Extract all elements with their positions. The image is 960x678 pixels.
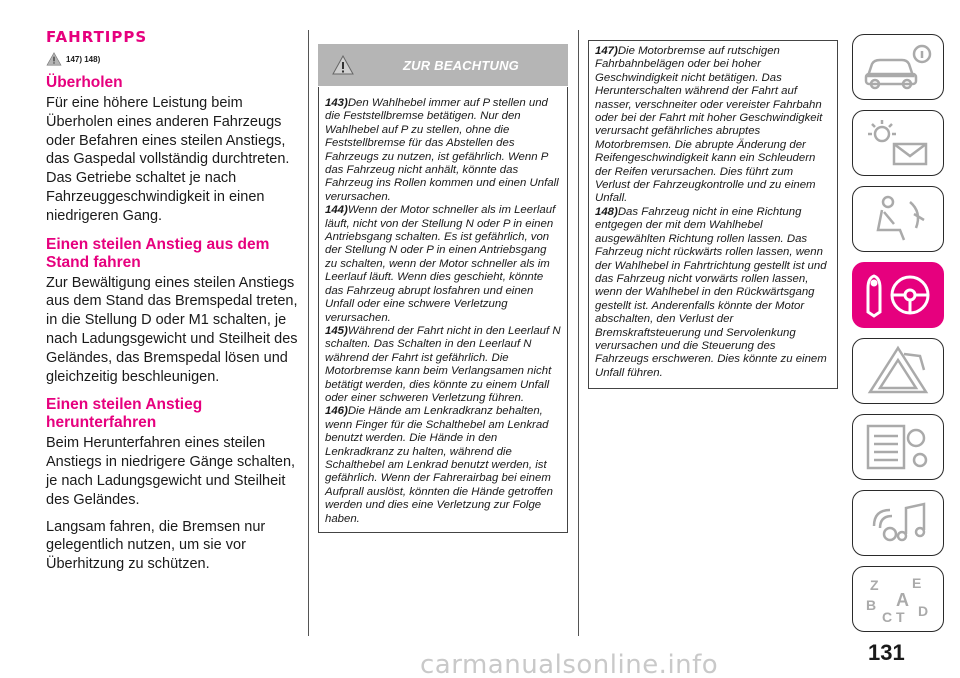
index-letter: B (866, 597, 877, 613)
watermark: carmanualsonline.info (420, 650, 719, 678)
key-steering-wheel-icon (860, 268, 936, 322)
warning-ref-numbers: 147) 148) (66, 54, 101, 64)
tab-emergency[interactable] (852, 338, 944, 404)
warning-column-continued (588, 40, 838, 389)
heading-overtaking: Überholen (46, 74, 123, 91)
warning-note: 144)Wenn der Motor schneller als im Leerlauf läuft, nicht von der Stellung N oder P in einen Antriebsgang schalten. Es ist gefährlich, von der Stellung N oder P in einen Antriebsgang zu schalten, wenn der Motor schneller als im Leerlauf läuft. Wenn dies geschieht, könnte das Fahrzeug abrupt losfahren und einen Unfall oder eine schwere Verletzung verursachen. (325, 204, 556, 324)
warning-note: 145)Während der Fahrt nicht in den Leerlauf N schalten. Das Schalten in den Leerlauf N während der Fahrt ist gefährlich. Die Motorbremse kann beim Verlangsamen nicht betätigt werden, dies könnte zu einem Unfall oder einer schweren Verletzung führen. (325, 324, 561, 404)
index-icon (860, 572, 936, 626)
chapter-tabs (852, 34, 944, 642)
index-letter: C (882, 609, 893, 625)
index-letter: E (912, 575, 922, 591)
index-letter: Z (870, 577, 879, 593)
warning-header (318, 44, 568, 86)
paragraph-downhill-1: Beim Herunterfahren eines steilen Anstiegs in niedrigere Gänge schalten, je nach Ladungsgewicht und Steilheit des Geländes. (46, 435, 296, 508)
tab-maintenance[interactable] (852, 414, 944, 480)
tab-dashboard-lights[interactable] (852, 110, 944, 176)
index-letter: A (896, 590, 909, 610)
warning-note: 143)Den Wahlhebel immer auf P stellen und die Feststellbremse betätigen. Nur den Wahlhebel auf P zu stellen, ohne die Feststellbremse für das Abstellen des Fahrzeugs zu nutzen, ist gefährlich. Wenn P das Fahrzeug nicht anhält, könnte das Fahrzeug ins Rollen kommen und einen Unfall verursachen. (325, 97, 559, 203)
dashboard-lights-icon (860, 116, 936, 170)
column-divider (578, 30, 579, 636)
paragraph-overtaking: Für eine höhere Leistung beim Überholen eines anderen Fahrzeugs oder Befahren eines steilen Anstiegs, das Gaspedal vollständig durchtreten. Das Getriebe schaltet je nach Fahrzeuggeschwindigkeit in einen niedrigeren Gang. (46, 95, 290, 224)
warning-triangle-icon (46, 52, 62, 66)
main-column (46, 28, 298, 574)
tab-multimedia[interactable] (852, 490, 944, 556)
tab-car-info[interactable] (852, 34, 944, 100)
warning-note: 148)Das Fahrzeug nicht in eine Richtung entgegen der mit dem Wahlhebel ausgewählten Richtung rollen lassen. Das Fahrzeug nicht rückwärts rollen lassen, wenn der Wahlhebel in Fahrtrichtung gestellt ist und das Fahrzeug nicht vorwärts rollen lassen, wenn der Wahlhebel in den Rückwärtsgang gestellt ist. Anderenfalls könnte der Motor abschalten, den Verlust der Bremskraftsteuerung und Servolenkung verursachen und die Steuerung des Fahrzeugs erschweren. Dies könnte zu einem Unfall führen. (595, 205, 827, 379)
maintenance-icon (860, 420, 936, 474)
tab-starting-driving[interactable] (852, 262, 944, 328)
paragraph-downhill-2: Langsam fahren, die Bremsen nur gelegentlich nutzen, um sie vor Überhitzung zu schützen. (46, 518, 266, 573)
tab-index[interactable] (852, 566, 944, 632)
heading-uphill: Einen steilen Anstieg aus dem Stand fahren (46, 235, 270, 271)
multimedia-icon (860, 496, 936, 550)
tab-safety[interactable] (852, 186, 944, 252)
warning-reference (46, 52, 298, 66)
column-divider (308, 30, 309, 636)
car-info-icon (860, 40, 936, 94)
heading-downhill: Einen steilen Anstieg herunterfahren (46, 396, 203, 432)
warning-triangle-icon (332, 55, 354, 75)
index-letter: T (896, 609, 905, 625)
safety-airbag-icon (860, 192, 936, 246)
index-letter: D (918, 603, 929, 619)
warning-column (318, 44, 568, 533)
warning-box-continued (588, 40, 838, 389)
page-number: 131 (868, 640, 905, 665)
warning-note: 147)Die Motorbremse auf rutschigen Fahrbahnbelägen oder bei hoher Geschwindigkeit nicht betätigen. Das Herunterschalten während der Fahrt auf nasser, verschneiter oder vereister Fahrbahn oder bei der Fahrt mit hoher Geschwindigkeit verursacht gefährliches abruptes Motorbremsen. Die abrupte Änderung der Reifengeschwindigkeit kann ein Schleudern der Reifen verursachen. Dies führt zum Verlust der Fahrzeugkontrolle und zu einem Unfall. (595, 45, 823, 205)
emergency-warning-icon (860, 344, 936, 398)
section-title: FAHRTIPPS (46, 28, 148, 46)
paragraph-uphill: Zur Bewältigung eines steilen Anstiegs aus dem Stand das Bremspedal treten, in die Stellung D oder M1 schalten, je nach Ladungsgewicht und Steilheit des Geländes, das Bremspedal lösen und gleichzeitig beschleunigen. (46, 274, 298, 385)
warning-note: 146)Die Hände am Lenkradkranz behalten, wenn Finger für die Schalthebel am Lenkrad benutzt werden. Die Hände in den Lenkradkranz zu halten, während die Schalthebel am Lenkrad benutzt werden, ist gefährlich. Wenn der Fahrerairbag bei einem Aufprall auslöst, könnten die Hände getroffen werden und dies eine Verletzung zur Folge haben. (325, 405, 553, 525)
warning-box (318, 87, 568, 533)
warning-title: ZUR BEACHTUNG (403, 57, 519, 73)
